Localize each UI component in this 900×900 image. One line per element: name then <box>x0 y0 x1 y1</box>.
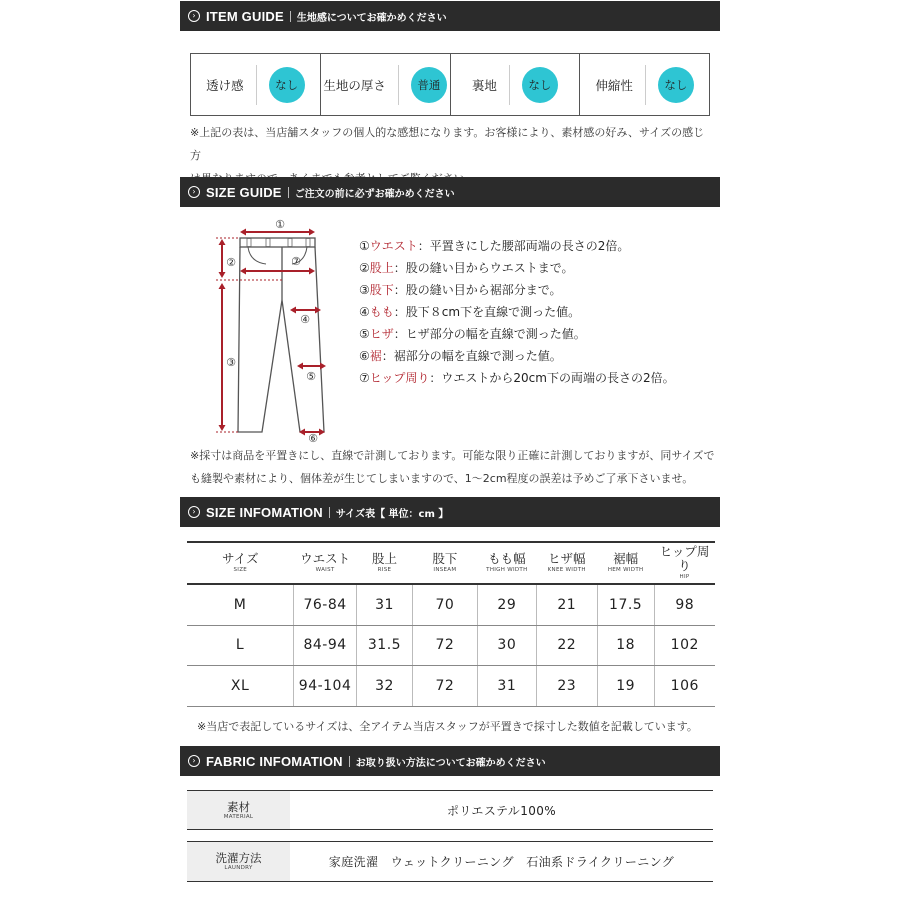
marker-rise: ② <box>226 256 236 269</box>
table-cell: M <box>187 584 294 625</box>
section-title: SIZE GUIDE <box>206 184 282 200</box>
measurement-legend <box>359 235 675 389</box>
section-title: FABRIC INFOMATION <box>206 753 343 769</box>
table-cell: 102 <box>654 625 715 666</box>
item-value-badge: なし <box>269 67 305 103</box>
table-cell: 32 <box>357 666 413 707</box>
table-cell: 29 <box>477 584 536 625</box>
col-header: もも幅 THIGH WIDTH <box>477 542 536 584</box>
table-row <box>187 666 715 707</box>
legend-item: ⑥裾：裾部分の幅を直線で測った値。 <box>359 349 562 363</box>
table-cell: 84-94 <box>294 625 357 666</box>
col-header: 股下 INSEAM <box>412 542 477 584</box>
table-cell: 22 <box>536 625 597 666</box>
fabric-material-row <box>187 790 713 830</box>
item-label: 伸縮性 <box>595 77 633 93</box>
legend-item: ⑤ヒザ：ヒザ部分の幅を直線で測った値。 <box>359 327 586 341</box>
size-guide-note: ※採寸は商品を平置きにし、直線で計測しております。可能な限り正確に計測しておりますが、同サイズで も縫製や素材により、個体差が生じてしまいますので、1〜2cm程度の誤差は予めご了承下さいませ。 <box>190 449 715 485</box>
item-guide-note: ※上記の表は、当店舗スタッフの個人的な感想になります。お客様により、素材感の好み、サイズの感じ方 <box>190 126 705 162</box>
legend-item: ③股下：股の縫い目から裾部分まで。 <box>359 283 562 297</box>
table-cell: L <box>187 625 294 666</box>
legend-item: ⑦ヒップ周り：ウエストから20cm下の両端の長さの2倍。 <box>359 371 675 385</box>
divider <box>290 11 291 22</box>
size-info-header <box>180 497 720 527</box>
divider <box>329 507 330 518</box>
table-cell: 31 <box>477 666 536 707</box>
item-value-badge: なし <box>658 67 694 103</box>
col-header: ヒップ周り HIP <box>654 542 715 584</box>
item-stretch <box>580 54 709 115</box>
legend-item: ④もも：股下８cm下を直線で測った値。 <box>359 305 581 319</box>
table-cell: 21 <box>536 584 597 625</box>
chevron-right-icon: › <box>188 506 200 518</box>
legend-item: ②股上：股の縫い目からウエストまで。 <box>359 261 574 275</box>
table-cell: 72 <box>412 666 477 707</box>
marker-inseam: ③ <box>226 356 236 369</box>
chevron-right-icon: › <box>188 10 200 22</box>
col-header: 裾幅 HEM WIDTH <box>597 542 654 584</box>
pants-diagram <box>210 215 340 450</box>
divider <box>349 756 350 767</box>
col-header: 股上 RISE <box>357 542 413 584</box>
table-cell: 17.5 <box>597 584 654 625</box>
size-table <box>187 541 715 707</box>
table-row <box>187 584 715 625</box>
table-cell: 23 <box>536 666 597 707</box>
item-lining <box>451 54 581 115</box>
table-cell: 70 <box>412 584 477 625</box>
marker-waist: ① <box>275 218 285 231</box>
item-value-badge: 普通 <box>411 67 447 103</box>
table-cell: XL <box>187 666 294 707</box>
item-label: 裏地 <box>471 77 497 93</box>
marker-thigh: ④ <box>300 313 310 326</box>
section-subtitle: ご注文の前に必ずお確かめください <box>294 188 455 200</box>
table-cell: 31.5 <box>357 625 413 666</box>
item-label: 生地の厚さ <box>323 77 386 93</box>
size-guide-header <box>180 177 720 207</box>
item-guide-header <box>180 1 720 31</box>
section-title: ITEM GUIDE <box>206 8 284 24</box>
fabric-label: 洗濯方法 LAUNDRY <box>187 842 290 881</box>
fabric-material-value: ポリエステル100% <box>446 803 557 818</box>
item-sheerness <box>191 54 321 115</box>
item-label: 透け感 <box>206 77 244 93</box>
legend-item: ①ウエスト：平置きにした腰部両端の長さの2倍。 <box>359 239 630 253</box>
table-cell: 76-84 <box>294 584 357 625</box>
marker-hem: ⑥ <box>308 432 318 445</box>
table-header-row <box>187 542 715 584</box>
fabric-info-header <box>180 746 720 776</box>
table-cell: 98 <box>654 584 715 625</box>
item-thickness <box>321 54 451 115</box>
table-cell: 18 <box>597 625 654 666</box>
size-table-note: ※当店で表記しているサイズは、全アイテム当店スタッフが平置きで採寸した数値を記載しています。 <box>197 720 698 733</box>
table-cell: 30 <box>477 625 536 666</box>
divider <box>288 187 289 198</box>
table-cell: 72 <box>412 625 477 666</box>
chevron-right-icon: › <box>188 186 200 198</box>
table-cell: 19 <box>597 666 654 707</box>
section-subtitle: サイズ表【 単位：cm 】 <box>335 508 449 520</box>
table-cell: 106 <box>654 666 715 707</box>
marker-knee: ⑤ <box>306 370 316 383</box>
col-header: サイズ SIZE <box>187 542 294 584</box>
section-subtitle: 生地感についてお確かめください <box>296 12 447 24</box>
table-row <box>187 625 715 666</box>
table-cell: 94-104 <box>294 666 357 707</box>
fabric-label: 素材 MATERIAL <box>187 791 290 829</box>
fabric-laundry-value: 家庭洗濯 ウェットクリーニング 石油系ドライクリーニング <box>328 855 675 869</box>
chevron-right-icon: › <box>188 755 200 767</box>
item-value-badge: なし <box>522 67 558 103</box>
item-guide-table <box>190 53 710 116</box>
section-title: SIZE INFOMATION <box>206 504 323 520</box>
table-cell: 31 <box>357 584 413 625</box>
fabric-laundry-row <box>187 841 713 882</box>
marker-hip: ⑦ <box>291 255 301 268</box>
col-header: ヒザ幅 KNEE WIDTH <box>536 542 597 584</box>
section-subtitle: お取り扱い方法についてお確かめください <box>355 757 546 769</box>
col-header: ウエスト WAIST <box>294 542 357 584</box>
